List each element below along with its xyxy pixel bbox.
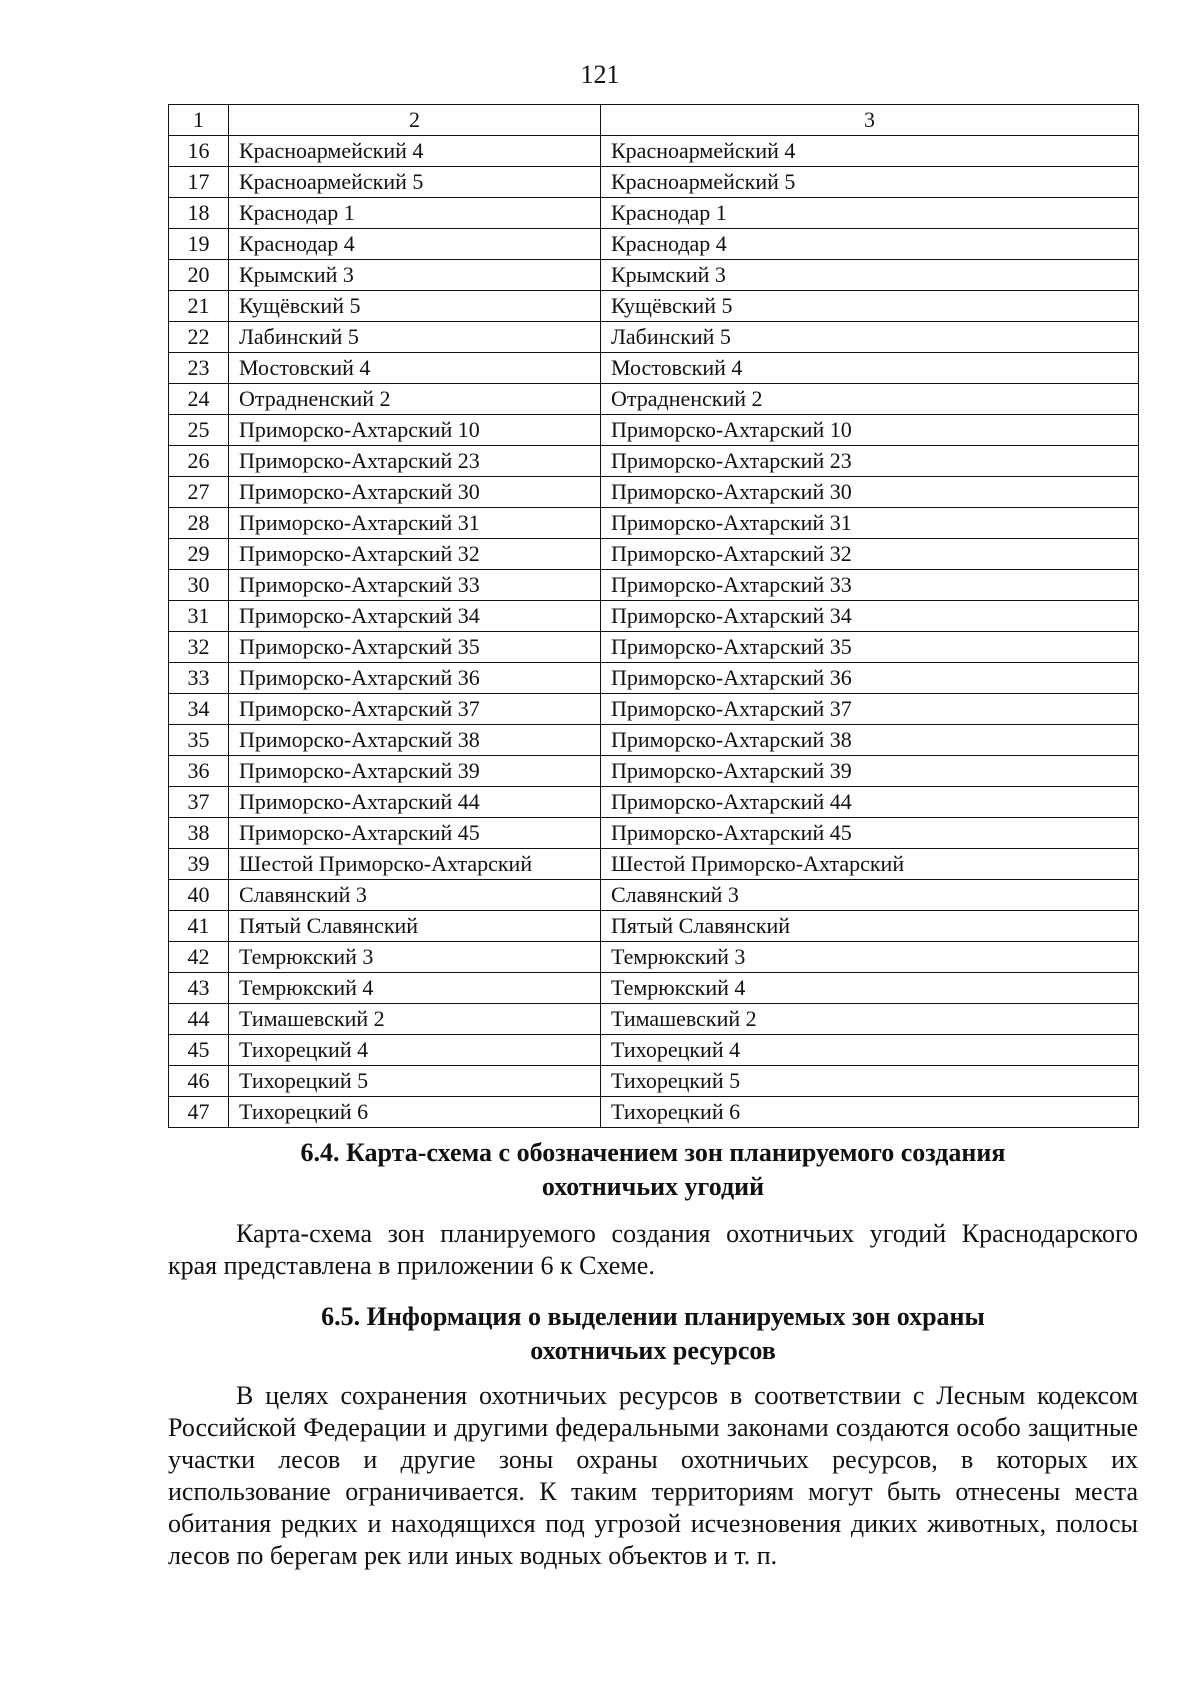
zone-name-cell: Тимашевский 2 <box>229 1004 601 1035</box>
zone-name-cell: Красноармейский 4 <box>229 136 601 167</box>
zone-name-cell: Тихорецкий 6 <box>229 1097 601 1128</box>
zone-name-cell: Шестой Приморско-Ахтарский <box>229 849 601 880</box>
row-number-cell: 28 <box>169 508 229 539</box>
zone-location-cell: Приморско-Ахтарский 32 <box>601 539 1139 570</box>
zone-name-cell: Мостовский 4 <box>229 353 601 384</box>
zone-name-cell: Приморско-Ахтарский 31 <box>229 508 601 539</box>
row-number-cell: 43 <box>169 973 229 1004</box>
zone-name-cell: Приморско-Ахтарский 37 <box>229 694 601 725</box>
table-row <box>169 849 1139 880</box>
zone-location-cell: Тихорецкий 4 <box>601 1035 1139 1066</box>
table-row <box>169 291 1139 322</box>
table-row <box>169 1035 1139 1066</box>
zone-name-cell: Приморско-Ахтарский 36 <box>229 663 601 694</box>
row-number-cell: 32 <box>169 632 229 663</box>
table-header-row <box>169 105 1139 136</box>
column-header-1: 1 <box>169 105 229 136</box>
zone-location-cell: Приморско-Ахтарский 39 <box>601 756 1139 787</box>
zone-name-cell: Приморско-Ахтарский 44 <box>229 787 601 818</box>
row-number-cell: 24 <box>169 384 229 415</box>
zone-location-cell: Тимашевский 2 <box>601 1004 1139 1035</box>
section-6-5-heading-line1: 6.5. Информация о выделении планируемых зон охраны <box>321 1302 985 1331</box>
row-number-cell: 41 <box>169 911 229 942</box>
row-number-cell: 25 <box>169 415 229 446</box>
zone-name-cell: Приморско-Ахтарский 10 <box>229 415 601 446</box>
zone-name-cell: Приморско-Ахтарский 34 <box>229 601 601 632</box>
zone-location-cell: Краснодар 4 <box>601 229 1139 260</box>
table-row <box>169 663 1139 694</box>
row-number-cell: 21 <box>169 291 229 322</box>
zone-location-cell: Красноармейский 5 <box>601 167 1139 198</box>
table-row <box>169 260 1139 291</box>
section-6-4-heading <box>168 1136 1138 1204</box>
zone-name-cell: Славянский 3 <box>229 880 601 911</box>
zone-location-cell: Мостовский 4 <box>601 353 1139 384</box>
table-row <box>169 1097 1139 1128</box>
table-row <box>169 198 1139 229</box>
table-row <box>169 353 1139 384</box>
column-header-2: 2 <box>229 105 601 136</box>
row-number-cell: 30 <box>169 570 229 601</box>
table-row <box>169 942 1139 973</box>
zone-name-cell: Темрюкский 3 <box>229 942 601 973</box>
table-row <box>169 880 1139 911</box>
zone-name-cell: Отрадненский 2 <box>229 384 601 415</box>
table-row <box>169 787 1139 818</box>
zone-location-cell: Славянский 3 <box>601 880 1139 911</box>
zone-location-cell: Шестой Приморско-Ахтарский <box>601 849 1139 880</box>
zone-location-cell: Тихорецкий 5 <box>601 1066 1139 1097</box>
hunting-zones-table <box>168 104 1139 1128</box>
row-number-cell: 35 <box>169 725 229 756</box>
zone-location-cell: Приморско-Ахтарский 36 <box>601 663 1139 694</box>
row-number-cell: 29 <box>169 539 229 570</box>
row-number-cell: 46 <box>169 1066 229 1097</box>
row-number-cell: 44 <box>169 1004 229 1035</box>
table-row <box>169 570 1139 601</box>
table-row <box>169 973 1139 1004</box>
column-header-3: 3 <box>601 105 1139 136</box>
table-body <box>169 136 1139 1128</box>
row-number-cell: 47 <box>169 1097 229 1128</box>
row-number-cell: 16 <box>169 136 229 167</box>
zone-location-cell: Темрюкский 4 <box>601 973 1139 1004</box>
section-6-4 <box>168 1136 1138 1282</box>
zone-location-cell: Приморско-Ахтарский 44 <box>601 787 1139 818</box>
zone-name-cell: Приморско-Ахтарский 30 <box>229 477 601 508</box>
zone-name-cell: Приморско-Ахтарский 35 <box>229 632 601 663</box>
table-row <box>169 446 1139 477</box>
zone-location-cell: Приморско-Ахтарский 35 <box>601 632 1139 663</box>
row-number-cell: 36 <box>169 756 229 787</box>
zone-location-cell: Приморско-Ахтарский 31 <box>601 508 1139 539</box>
zone-name-cell: Кущёвский 5 <box>229 291 601 322</box>
zone-name-cell: Пятый Славянский <box>229 911 601 942</box>
zone-location-cell: Крымский 3 <box>601 260 1139 291</box>
row-number-cell: 34 <box>169 694 229 725</box>
section-6-4-heading-line2: охотничьих угодий <box>541 1172 765 1201</box>
section-6-5-paragraph: В целях сохранения охотничьих ресурсов в соответствии с Лесным кодексом Российской Федерации и другими федеральными законами создаются особо защитные участки лесов и другие зоны охраны охотничьих ресурсов, в которых их использование ограничивается. К таким территориям могут быть отнесены места обитания редких и находящихся под угрозой исчезновения диких животных, полосы лесов по берегам рек или иных водных объектов и т. п. <box>168 1381 1138 1570</box>
zone-location-cell: Приморско-Ахтарский 37 <box>601 694 1139 725</box>
row-number-cell: 27 <box>169 477 229 508</box>
zone-name-cell: Краснодар 1 <box>229 198 601 229</box>
table-row <box>169 725 1139 756</box>
section-6-4-heading-line1: 6.4. Карта-схема с обозначением зон планируемого создания <box>300 1138 1006 1167</box>
zone-location-cell: Пятый Славянский <box>601 911 1139 942</box>
zone-name-cell: Приморско-Ахтарский 45 <box>229 818 601 849</box>
zone-location-cell: Лабинский 5 <box>601 322 1139 353</box>
table-row <box>169 694 1139 725</box>
row-number-cell: 37 <box>169 787 229 818</box>
zone-location-cell: Темрюкский 3 <box>601 942 1139 973</box>
table-row <box>169 911 1139 942</box>
table-row <box>169 477 1139 508</box>
table-row <box>169 601 1139 632</box>
zone-location-cell: Краснодар 1 <box>601 198 1139 229</box>
section-6-5-heading <box>168 1300 1138 1368</box>
zone-name-cell: Крымский 3 <box>229 260 601 291</box>
table-row <box>169 508 1139 539</box>
row-number-cell: 40 <box>169 880 229 911</box>
table-row <box>169 384 1139 415</box>
zone-location-cell: Приморско-Ахтарский 45 <box>601 818 1139 849</box>
table-row <box>169 415 1139 446</box>
row-number-cell: 20 <box>169 260 229 291</box>
table-row <box>169 1066 1139 1097</box>
section-6-5-heading-line2: охотничьих ресурсов <box>530 1336 776 1365</box>
table-row <box>169 167 1139 198</box>
row-number-cell: 31 <box>169 601 229 632</box>
zone-location-cell: Тихорецкий 6 <box>601 1097 1139 1128</box>
zone-location-cell: Приморско-Ахтарский 34 <box>601 601 1139 632</box>
row-number-cell: 26 <box>169 446 229 477</box>
zone-location-cell: Приморско-Ахтарский 23 <box>601 446 1139 477</box>
row-number-cell: 23 <box>169 353 229 384</box>
zone-name-cell: Приморско-Ахтарский 23 <box>229 446 601 477</box>
row-number-cell: 42 <box>169 942 229 973</box>
row-number-cell: 33 <box>169 663 229 694</box>
row-number-cell: 38 <box>169 818 229 849</box>
zone-name-cell: Приморско-Ахтарский 33 <box>229 570 601 601</box>
zone-location-cell: Приморско-Ахтарский 30 <box>601 477 1139 508</box>
zone-location-cell: Отрадненский 2 <box>601 384 1139 415</box>
table-row <box>169 756 1139 787</box>
zone-name-cell: Краснодар 4 <box>229 229 601 260</box>
zone-location-cell: Красноармейский 4 <box>601 136 1139 167</box>
zone-location-cell: Приморско-Ахтарский 10 <box>601 415 1139 446</box>
page-number: 121 <box>580 60 620 89</box>
table-row <box>169 229 1139 260</box>
zone-name-cell: Приморско-Ахтарский 38 <box>229 725 601 756</box>
zone-location-cell: Приморско-Ахтарский 38 <box>601 725 1139 756</box>
table-row <box>169 1004 1139 1035</box>
zone-location-cell: Кущёвский 5 <box>601 291 1139 322</box>
table-row <box>169 632 1139 663</box>
table-row <box>169 136 1139 167</box>
zone-name-cell: Тихорецкий 5 <box>229 1066 601 1097</box>
row-number-cell: 22 <box>169 322 229 353</box>
section-6-4-paragraph: Карта-схема зон планируемого создания охотничьих угодий Краснодарского края представлена в приложении 6 к Схеме. <box>168 1219 1138 1280</box>
table-row <box>169 322 1139 353</box>
table-row <box>169 818 1139 849</box>
zone-name-cell: Красноармейский 5 <box>229 167 601 198</box>
row-number-cell: 39 <box>169 849 229 880</box>
row-number-cell: 18 <box>169 198 229 229</box>
zone-name-cell: Тихорецкий 4 <box>229 1035 601 1066</box>
row-number-cell: 45 <box>169 1035 229 1066</box>
zone-name-cell: Лабинский 5 <box>229 322 601 353</box>
zone-name-cell: Темрюкский 4 <box>229 973 601 1004</box>
section-6-5 <box>168 1300 1138 1572</box>
row-number-cell: 17 <box>169 167 229 198</box>
table-row <box>169 539 1139 570</box>
row-number-cell: 19 <box>169 229 229 260</box>
zone-name-cell: Приморско-Ахтарский 32 <box>229 539 601 570</box>
zone-location-cell: Приморско-Ахтарский 33 <box>601 570 1139 601</box>
zone-name-cell: Приморско-Ахтарский 39 <box>229 756 601 787</box>
